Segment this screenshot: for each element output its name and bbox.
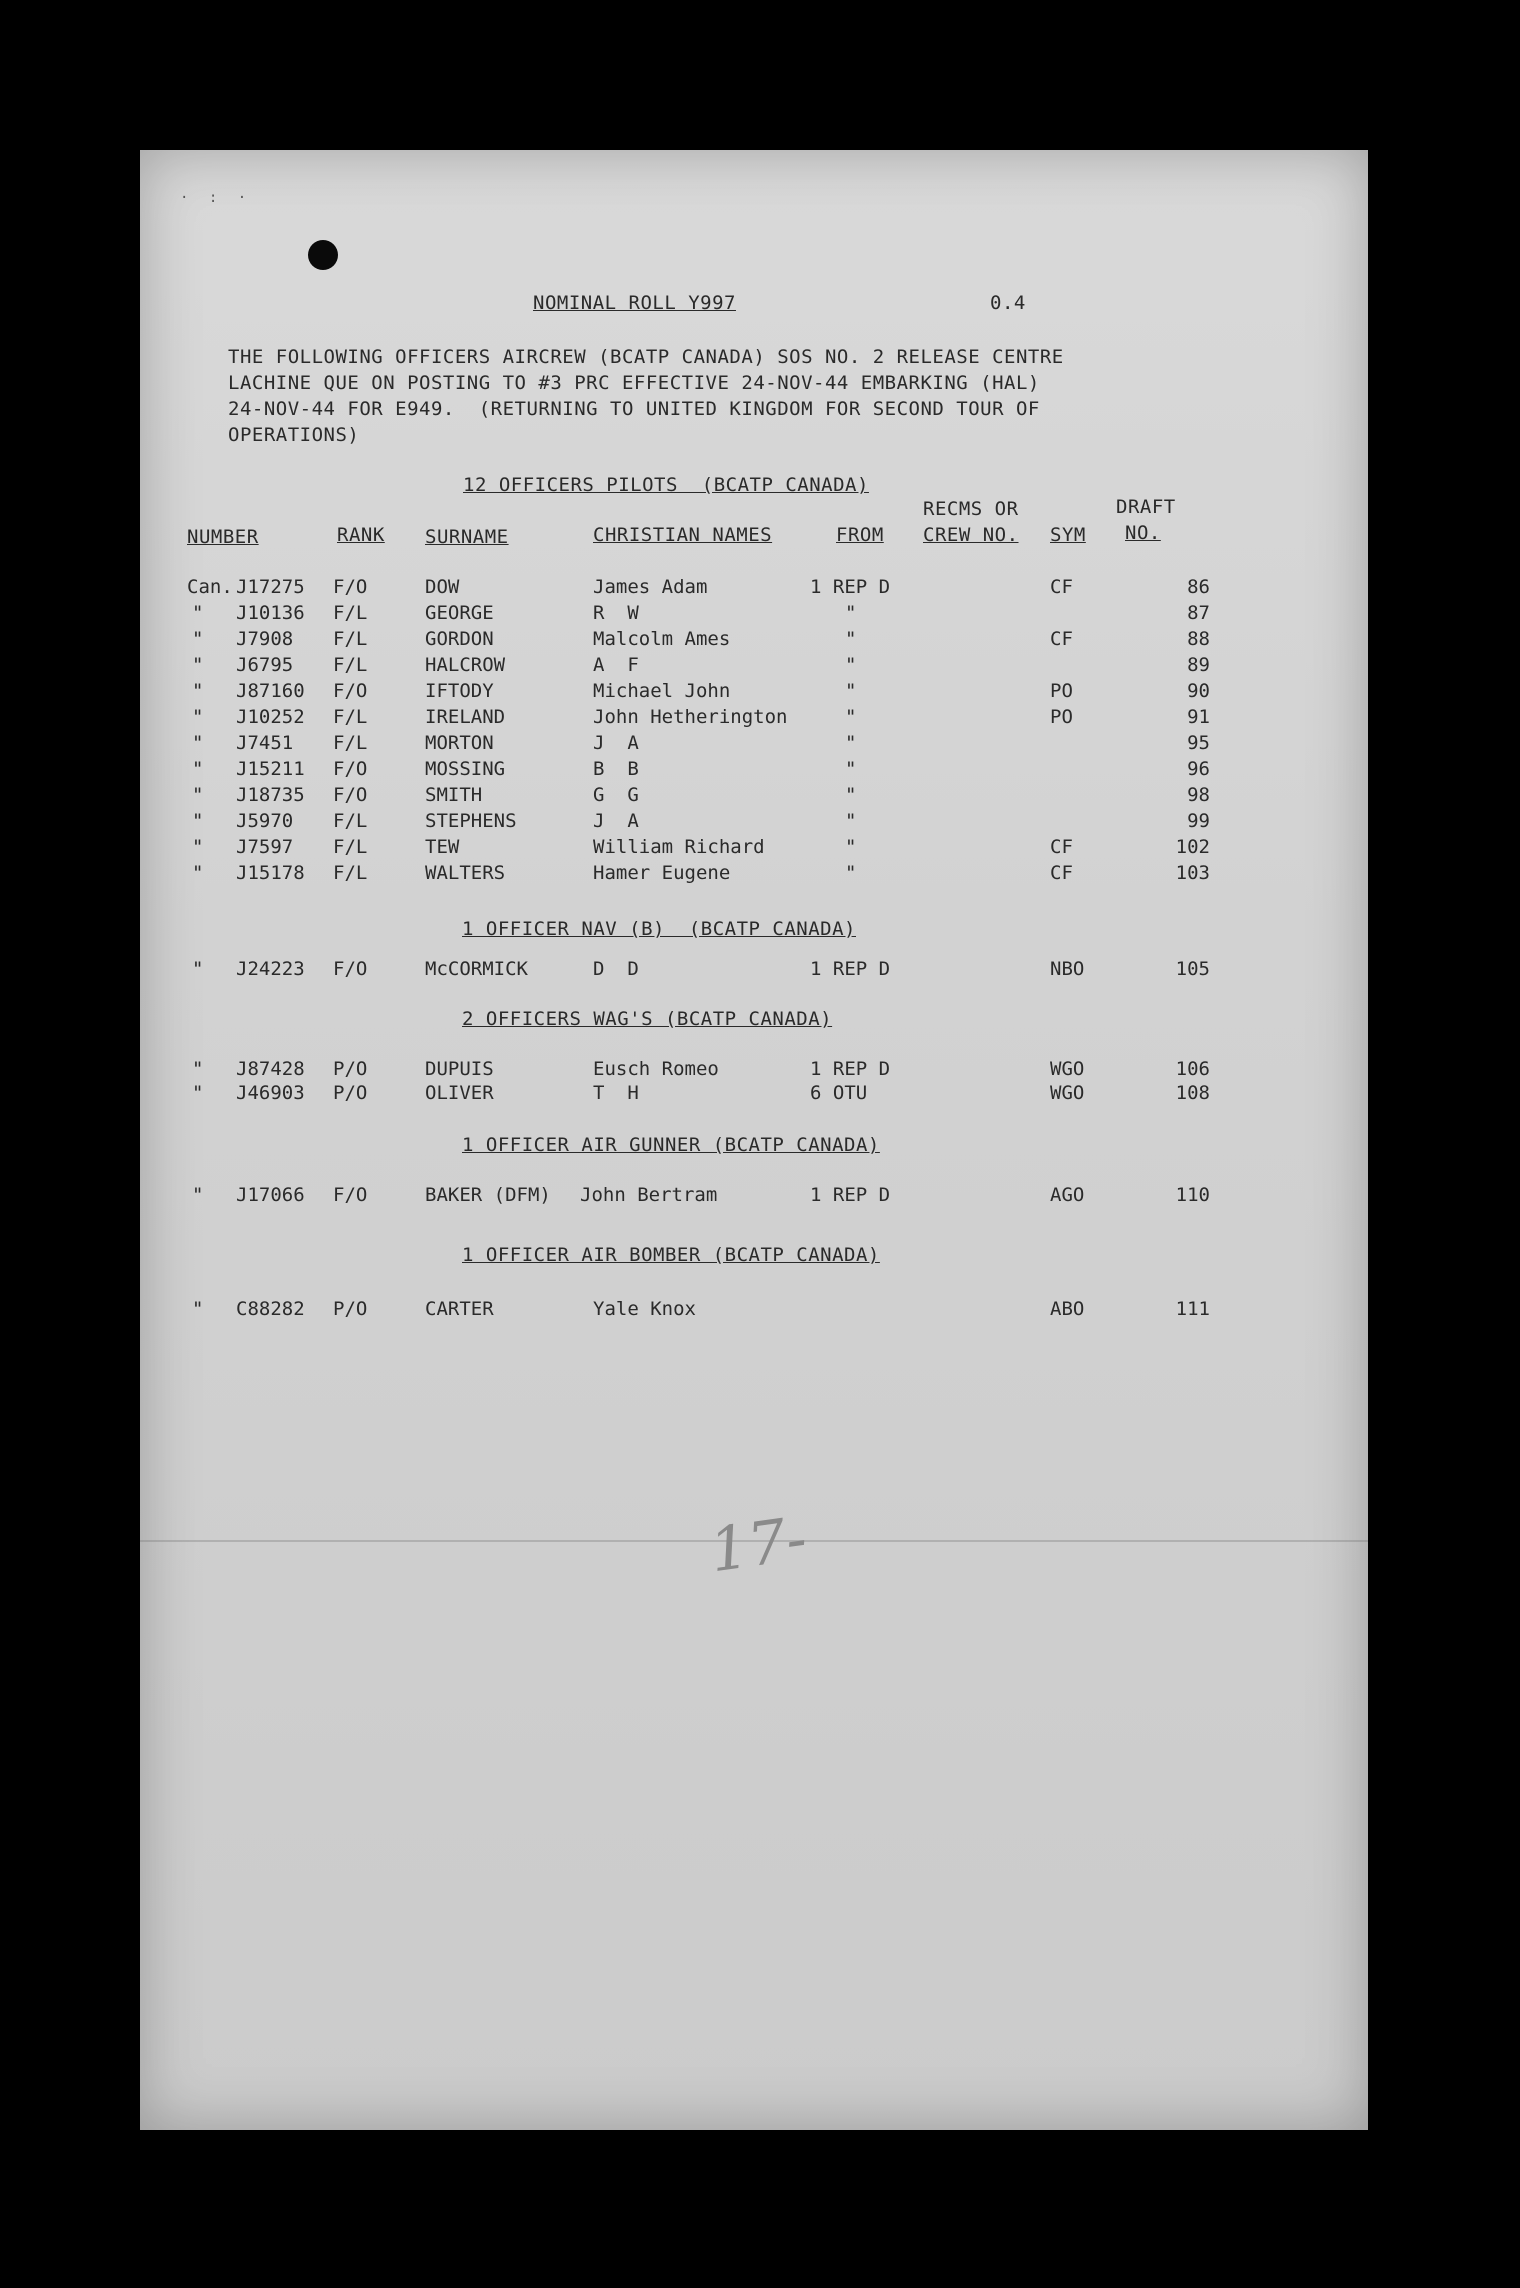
rank: F/O [333,576,368,598]
rank: F/L [333,654,368,676]
draft-number: 105 [1175,958,1210,980]
table-row [140,862,1368,888]
section-title-wags: 2 OFFICERS WAG'S (BCATP CANADA) [462,1008,833,1030]
rank: F/O [333,958,368,980]
draft-number: 86 [1187,576,1210,598]
christian-names: John Bertram [580,1184,718,1206]
surname: MORTON [425,732,494,754]
from-unit: 1 REP D [810,958,891,980]
service-number: J24223 [236,958,305,980]
christian-names: Yale Knox [593,1298,696,1320]
service-number: J6795 [236,654,294,676]
service-number: J87428 [236,1058,305,1080]
surname: McCORMICK [425,958,528,980]
table-row [140,1082,1368,1108]
header-number: NUMBER [187,526,259,548]
header-draft-line1: DRAFT [1116,496,1176,518]
table-row [140,602,1368,628]
handwritten-annotation: 17- [705,1503,812,1587]
paper-specks: · : · [180,190,253,206]
number-prefix: " [192,836,204,858]
sym: PO [1050,706,1073,728]
table-row [140,810,1368,836]
surname: TEW [425,836,460,858]
surname: HALCROW [425,654,506,676]
draft-number: 110 [1175,1184,1210,1206]
header-recms-line1: RECMS OR [923,498,1019,520]
intro-line-3: 24-NOV-44 FOR E949. (RETURNING TO UNITED KINGDOM FOR SECOND TOUR OF [228,398,1040,420]
draft-number: 95 [1187,732,1210,754]
table-row [140,680,1368,706]
from-unit: " [845,628,857,650]
christian-names: William Richard [593,836,765,858]
christian-names: John Hetherington [593,706,788,728]
rank: F/L [333,732,368,754]
service-number: J7451 [236,732,294,754]
header-rank: RANK [337,524,385,546]
service-number: J18735 [236,784,305,806]
from-unit: " [845,654,857,676]
draft-number: 99 [1187,810,1210,832]
sym: CF [1050,576,1073,598]
christian-names: T H [593,1082,639,1104]
section-title-air-gunner: 1 OFFICER AIR GUNNER (BCATP CANADA) [462,1134,880,1156]
service-number: J87160 [236,680,305,702]
sym: NBO [1050,958,1085,980]
from-unit: " [845,732,857,754]
rank: F/O [333,758,368,780]
document-sheet [140,150,1368,2130]
christian-names: Eusch Romeo [593,1058,719,1080]
rank: F/L [333,602,368,624]
surname: CARTER [425,1298,494,1320]
surname: DUPUIS [425,1058,494,1080]
document-title: NOMINAL ROLL Y997 [533,292,736,314]
from-unit: 1 REP D [810,1058,891,1080]
number-prefix: " [192,628,204,650]
draft-number: 103 [1175,862,1210,884]
surname: STEPHENS [425,810,517,832]
from-unit: " [845,862,857,884]
christian-names: D D [593,958,639,980]
rank: F/L [333,862,368,884]
table-row [140,758,1368,784]
sym: CF [1050,862,1073,884]
surname: GEORGE [425,602,494,624]
header-christian: CHRISTIAN NAMES [593,524,773,546]
table-row [140,1058,1368,1084]
section-title-air-bomber: 1 OFFICER AIR BOMBER (BCATP CANADA) [462,1244,880,1266]
service-number: J15178 [236,862,305,884]
surname: DOW [425,576,460,598]
christian-names: B B [593,758,639,780]
surname: IRELAND [425,706,506,728]
draft-number: 108 [1175,1082,1210,1104]
service-number: J10136 [236,602,305,624]
service-number: J10252 [236,706,305,728]
service-number: J46903 [236,1082,305,1104]
number-prefix: " [192,654,204,676]
from-unit: 1 REP D [810,576,891,598]
number-prefix: " [192,862,204,884]
rank: P/O [333,1298,368,1320]
draft-number: 111 [1175,1298,1210,1320]
intro-line-2: LACHINE QUE ON POSTING TO #3 PRC EFFECTIVE 24-NOV-44 EMBARKING (HAL) [228,372,1040,394]
number-prefix: " [192,732,204,754]
surname: OLIVER [425,1082,494,1104]
christian-names: J A [593,732,639,754]
table-row [140,732,1368,758]
surname: MOSSING [425,758,506,780]
sym: CF [1050,628,1073,650]
number-prefix: " [192,1082,204,1104]
service-number: J7908 [236,628,294,650]
service-number: J15211 [236,758,305,780]
table-row [140,836,1368,862]
service-number: J7597 [236,836,294,858]
christian-names: R W [593,602,639,624]
number-prefix: " [192,706,204,728]
service-number: J17066 [236,1184,305,1206]
number-prefix: " [192,784,204,806]
christian-names: G G [593,784,639,806]
page-reference: 0.4 [990,292,1026,314]
sym: AGO [1050,1184,1085,1206]
header-recms-line2: CREW NO. [923,524,1019,546]
table-row [140,628,1368,654]
number-prefix: Can. [187,576,233,598]
draft-number: 88 [1187,628,1210,650]
table-row [140,958,1368,984]
service-number: J5970 [236,810,294,832]
rank: F/O [333,784,368,806]
from-unit: " [845,680,857,702]
christian-names: Michael John [593,680,731,702]
intro-line-1: THE FOLLOWING OFFICERS AIRCREW (BCATP CANADA) SOS NO. 2 RELEASE CENTRE [228,346,1064,368]
service-number: J17275 [236,576,305,598]
table-row [140,1298,1368,1324]
from-unit: " [845,810,857,832]
rank: F/O [333,1184,368,1206]
rank: F/L [333,706,368,728]
header-surname: SURNAME [425,526,509,548]
table-row [140,706,1368,732]
rank: P/O [333,1058,368,1080]
number-prefix: " [192,958,204,980]
table-row [140,1184,1368,1210]
number-prefix: " [192,602,204,624]
number-prefix: " [192,1184,204,1206]
table-row [140,784,1368,810]
rank: F/L [333,628,368,650]
surname: GORDON [425,628,494,650]
draft-number: 90 [1187,680,1210,702]
surname: IFTODY [425,680,494,702]
punch-hole [308,240,338,270]
christian-names: J A [593,810,639,832]
from-unit: " [845,758,857,780]
draft-number: 106 [1175,1058,1210,1080]
service-number: C88282 [236,1298,305,1320]
header-sym: SYM [1050,524,1086,546]
draft-number: 87 [1187,602,1210,624]
number-prefix: " [192,758,204,780]
christian-names: James Adam [593,576,708,598]
rank: F/O [333,680,368,702]
table-row [140,654,1368,680]
header-from: FROM [836,524,884,546]
rank: F/L [333,836,368,858]
rank: F/L [333,810,368,832]
number-prefix: " [192,1058,204,1080]
sym: WGO [1050,1058,1085,1080]
sym: CF [1050,836,1073,858]
draft-number: 91 [1187,706,1210,728]
section-title-nav: 1 OFFICER NAV (B) (BCATP CANADA) [462,918,856,940]
draft-number: 102 [1175,836,1210,858]
surname: SMITH [425,784,483,806]
from-unit: " [845,602,857,624]
rank: P/O [333,1082,368,1104]
from-unit: " [845,706,857,728]
draft-number: 98 [1187,784,1210,806]
from-unit: 1 REP D [810,1184,891,1206]
table-row [140,576,1368,602]
draft-number: 89 [1187,654,1210,676]
number-prefix: " [192,810,204,832]
sym: PO [1050,680,1073,702]
number-prefix: " [192,680,204,702]
intro-line-4: OPERATIONS) [228,424,360,446]
sym: WGO [1050,1082,1085,1104]
header-draft-line2: NO. [1125,522,1161,544]
from-unit: " [845,836,857,858]
sym: ABO [1050,1298,1085,1320]
surname: BAKER (DFM) [425,1184,551,1206]
surname: WALTERS [425,862,506,884]
from-unit: " [845,784,857,806]
christian-names: Malcolm Ames [593,628,731,650]
section-title-pilots: 12 OFFICERS PILOTS (BCATP CANADA) [463,474,869,496]
from-unit: 6 OTU [810,1082,868,1104]
draft-number: 96 [1187,758,1210,780]
christian-names: A F [593,654,639,676]
number-prefix: " [192,1298,204,1320]
christian-names: Hamer Eugene [593,862,731,884]
